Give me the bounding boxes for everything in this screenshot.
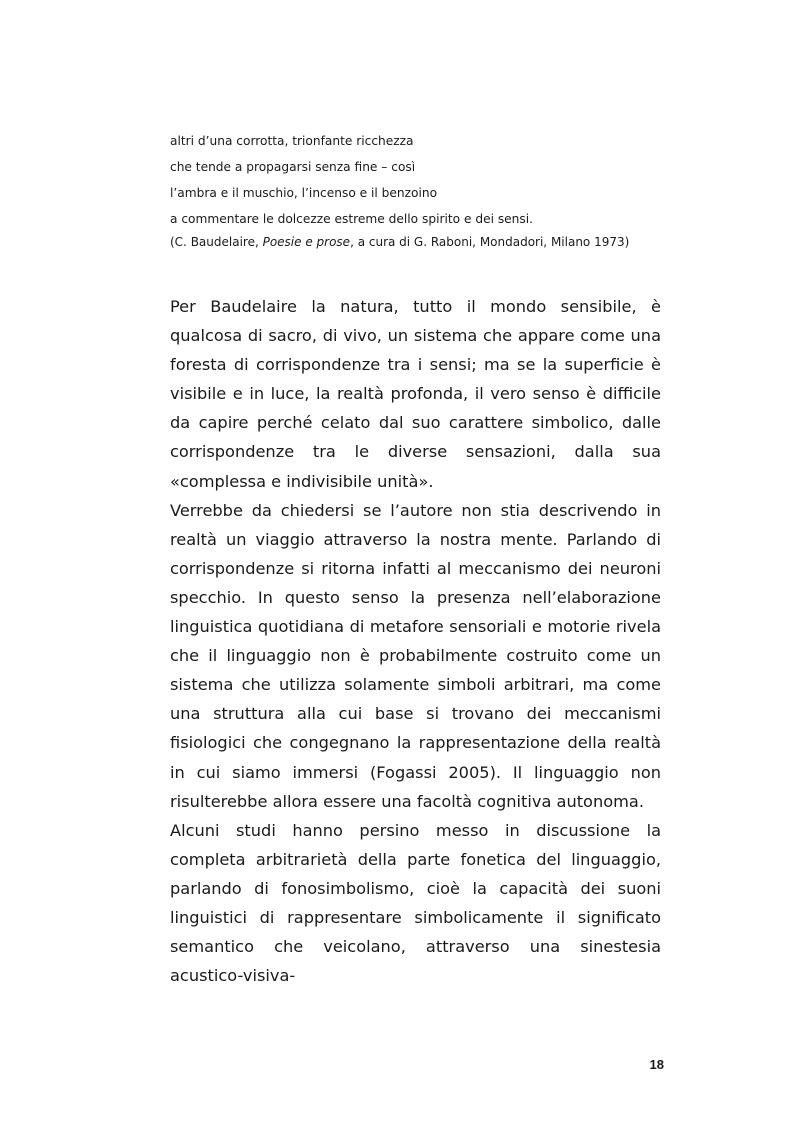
paragraph-baudelaire: Per Baudelaire la natura, tutto il mondo sensibile, è qualcosa di sacro, di vivo, un sistema che appare come una foresta di corrispondenze tra i sensi; ma se la superficie è visibile e in luce, la realtà profonda, il vero senso è difficile da capire perché celato dal suo carattere simbolico, dalle corrispondenze tra le diverse sensazioni, dalla sua «complessa e indivisibile unità». <box>170 297 661 491</box>
poem-line: l’ambra e il muschio, l’incenso e il benzoino <box>170 186 438 200</box>
poem-line: altri d’una corrotta, trionfante ricchezza <box>170 134 414 148</box>
body-text <box>170 292 661 990</box>
poem-line: che tende a propagarsi senza fine – così <box>170 160 416 174</box>
poem-line: a commentare le dolcezze estreme dello spirito e dei sensi. <box>170 212 534 226</box>
paragraph-mind-journey: Verrebbe da chiedersi se l’autore non stia descrivendo in realtà un viaggio attraverso la nostra mente. Parlando di corrispondenze si ritorna infatti al meccanismo dei neuroni specchio. In questo senso la presenza nell’elaborazione linguistica quotidiana di metafore sensoriali e motorie rivela che il linguaggio non è probabilmente costruito come un sistema che utilizza solamente simboli arbitrari, ma come una struttura alla cui base si trovano dei meccanismi fisiologici che congegnano la rappresentazione della realtà in cui siamo immersi (Fogassi 2005). Il linguaggio non risulterebbe allora essere una facoltà cognitiva autonoma. <box>170 500 661 811</box>
page-number: 18 <box>649 1057 664 1072</box>
poem-citation <box>170 232 650 252</box>
citation-prefix: (C. Baudelaire, <box>170 235 263 249</box>
citation-title: Poesie e prose <box>262 235 351 249</box>
citation-suffix: , a cura di G. Raboni, Mondadori, Milano 1973) <box>350 235 630 249</box>
paragraph-sound-symbolism: Alcuni studi hanno persino messo in discussione la completa arbitrarietà della parte fonetica del linguaggio, parlando di fonosimbolismo, cioè la capacità dei suoni linguistici di rappresentare simbolicamente il significato semantico che veicolano, attraverso una sinestesia acustico-visiva- <box>170 820 661 986</box>
poem-quote <box>170 131 650 252</box>
